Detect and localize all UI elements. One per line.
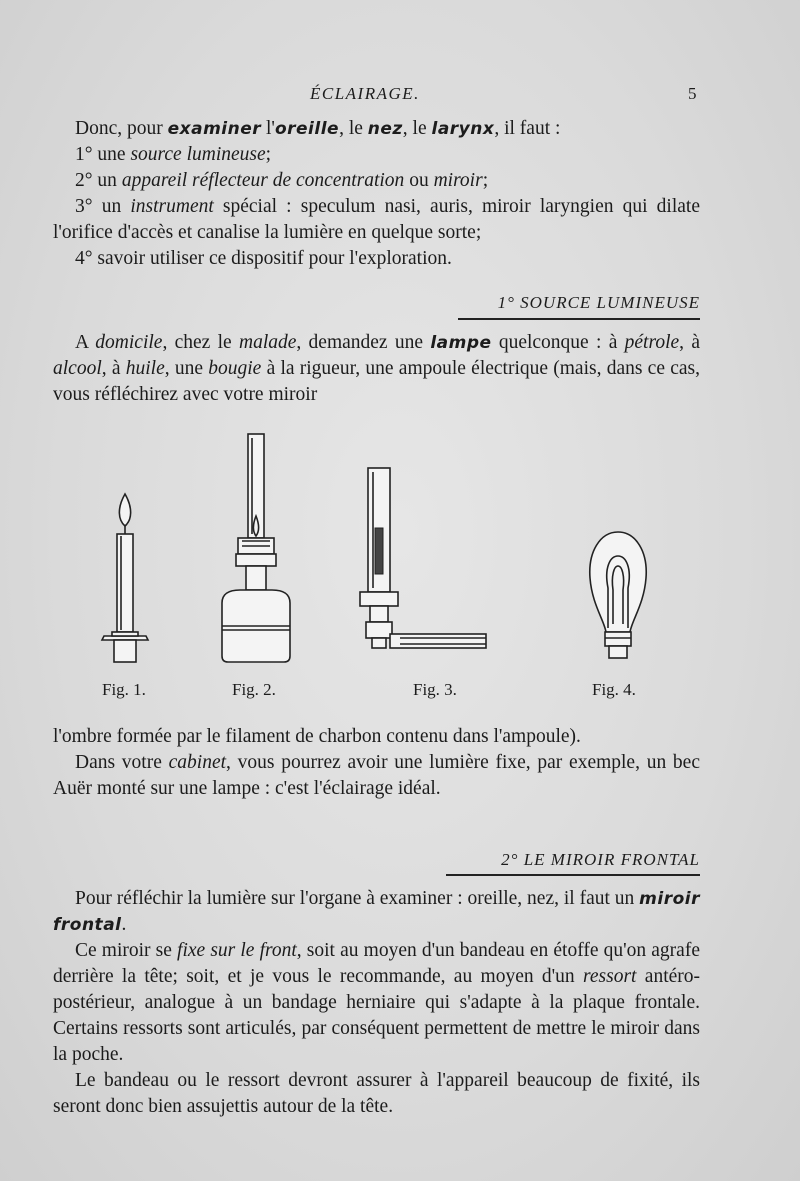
section-2-paragraph-1: Pour réfléchir la lumière sur l'organe à examiner : oreille, nez, il faut un miroir frontal. bbox=[53, 888, 700, 935]
lighting-figures-illustration bbox=[0, 428, 800, 678]
after-figures-paragraph-2: Dans votre cabinet, vous pourrez avoir une lumière fixe, par exemple, un bec Auër monté sur une lampe : c'est l'éclairage idéal. bbox=[53, 752, 700, 799]
section-1-heading: 1° SOURCE LUMINEUSE bbox=[497, 293, 700, 312]
fig-1-caption: Fig. 1. bbox=[102, 680, 146, 699]
running-head bbox=[0, 84, 800, 108]
fig-4-light-bulb-illustration bbox=[590, 532, 646, 658]
section-2-heading: 2° LE MIROIR FRONTAL bbox=[501, 850, 700, 869]
intro-item-3: 3° un instrument spécial : speculum nasi, auris, miroir laryngien qui dilate l'orifice d'accès et canalise la lumière en quelque sorte; bbox=[53, 196, 700, 243]
intro-item-4: 4° savoir utiliser ce dispositif pour l'exploration. bbox=[75, 248, 452, 269]
intro-line-1: Donc, pour examiner l'oreille, le nez, le larynx, il faut : bbox=[75, 118, 561, 139]
intro-item-1: 1° une source lumineuse; bbox=[75, 144, 272, 165]
section-2-rule bbox=[446, 874, 700, 876]
section-2-paragraph-3: Le bandeau ou le ressort devront assurer à l'appareil beaucoup de fixité, ils seront donc bien assujettis autour de la tête. bbox=[53, 1070, 700, 1117]
fig-2-oil-lamp-illustration bbox=[222, 434, 290, 662]
fig-3-caption: Fig. 3. bbox=[413, 680, 457, 699]
intro-block bbox=[53, 116, 700, 272]
intro-item-2: 2° un appareil réflecteur de concentration ou miroir; bbox=[75, 170, 489, 191]
fig-2-caption: Fig. 2. bbox=[232, 680, 276, 699]
fig-3-gas-burner-illustration bbox=[360, 468, 486, 648]
section-2-block bbox=[53, 886, 700, 1120]
section-1-paragraph: A domicile, chez le malade, demandez une lampe quelconque : à pétrole, à alcool, à huile, une bougie à la rigueur, une ampoule électrique (mais, dans ce cas, vous réfléchirez avec votre miroir bbox=[53, 332, 700, 405]
page-number: 5 bbox=[688, 84, 697, 103]
fig-4-caption: Fig. 4. bbox=[592, 680, 636, 699]
fig-1-candle-illustration bbox=[102, 494, 148, 662]
section-1-rule bbox=[458, 318, 700, 320]
section-2-paragraph-2: Ce miroir se fixe sur le front, soit au moyen d'un bandeau en étoffe qu'on agrafe derrière la tête; soit, et je vous le recommande, au moyen d'un ressort antéro-postérieur, analogue à un bandage herniaire qui s'adapte à la plaque frontale. Certains ressorts sont articulés, par conséquent permettent de mettre le miroir dans la poche. bbox=[53, 940, 701, 1065]
after-figures-block bbox=[53, 724, 700, 802]
after-figures-paragraph-1: l'ombre formée par le filament de charbon contenu dans l'ampoule). bbox=[53, 726, 581, 747]
running-title: ÉCLAIRAGE. bbox=[310, 84, 420, 103]
